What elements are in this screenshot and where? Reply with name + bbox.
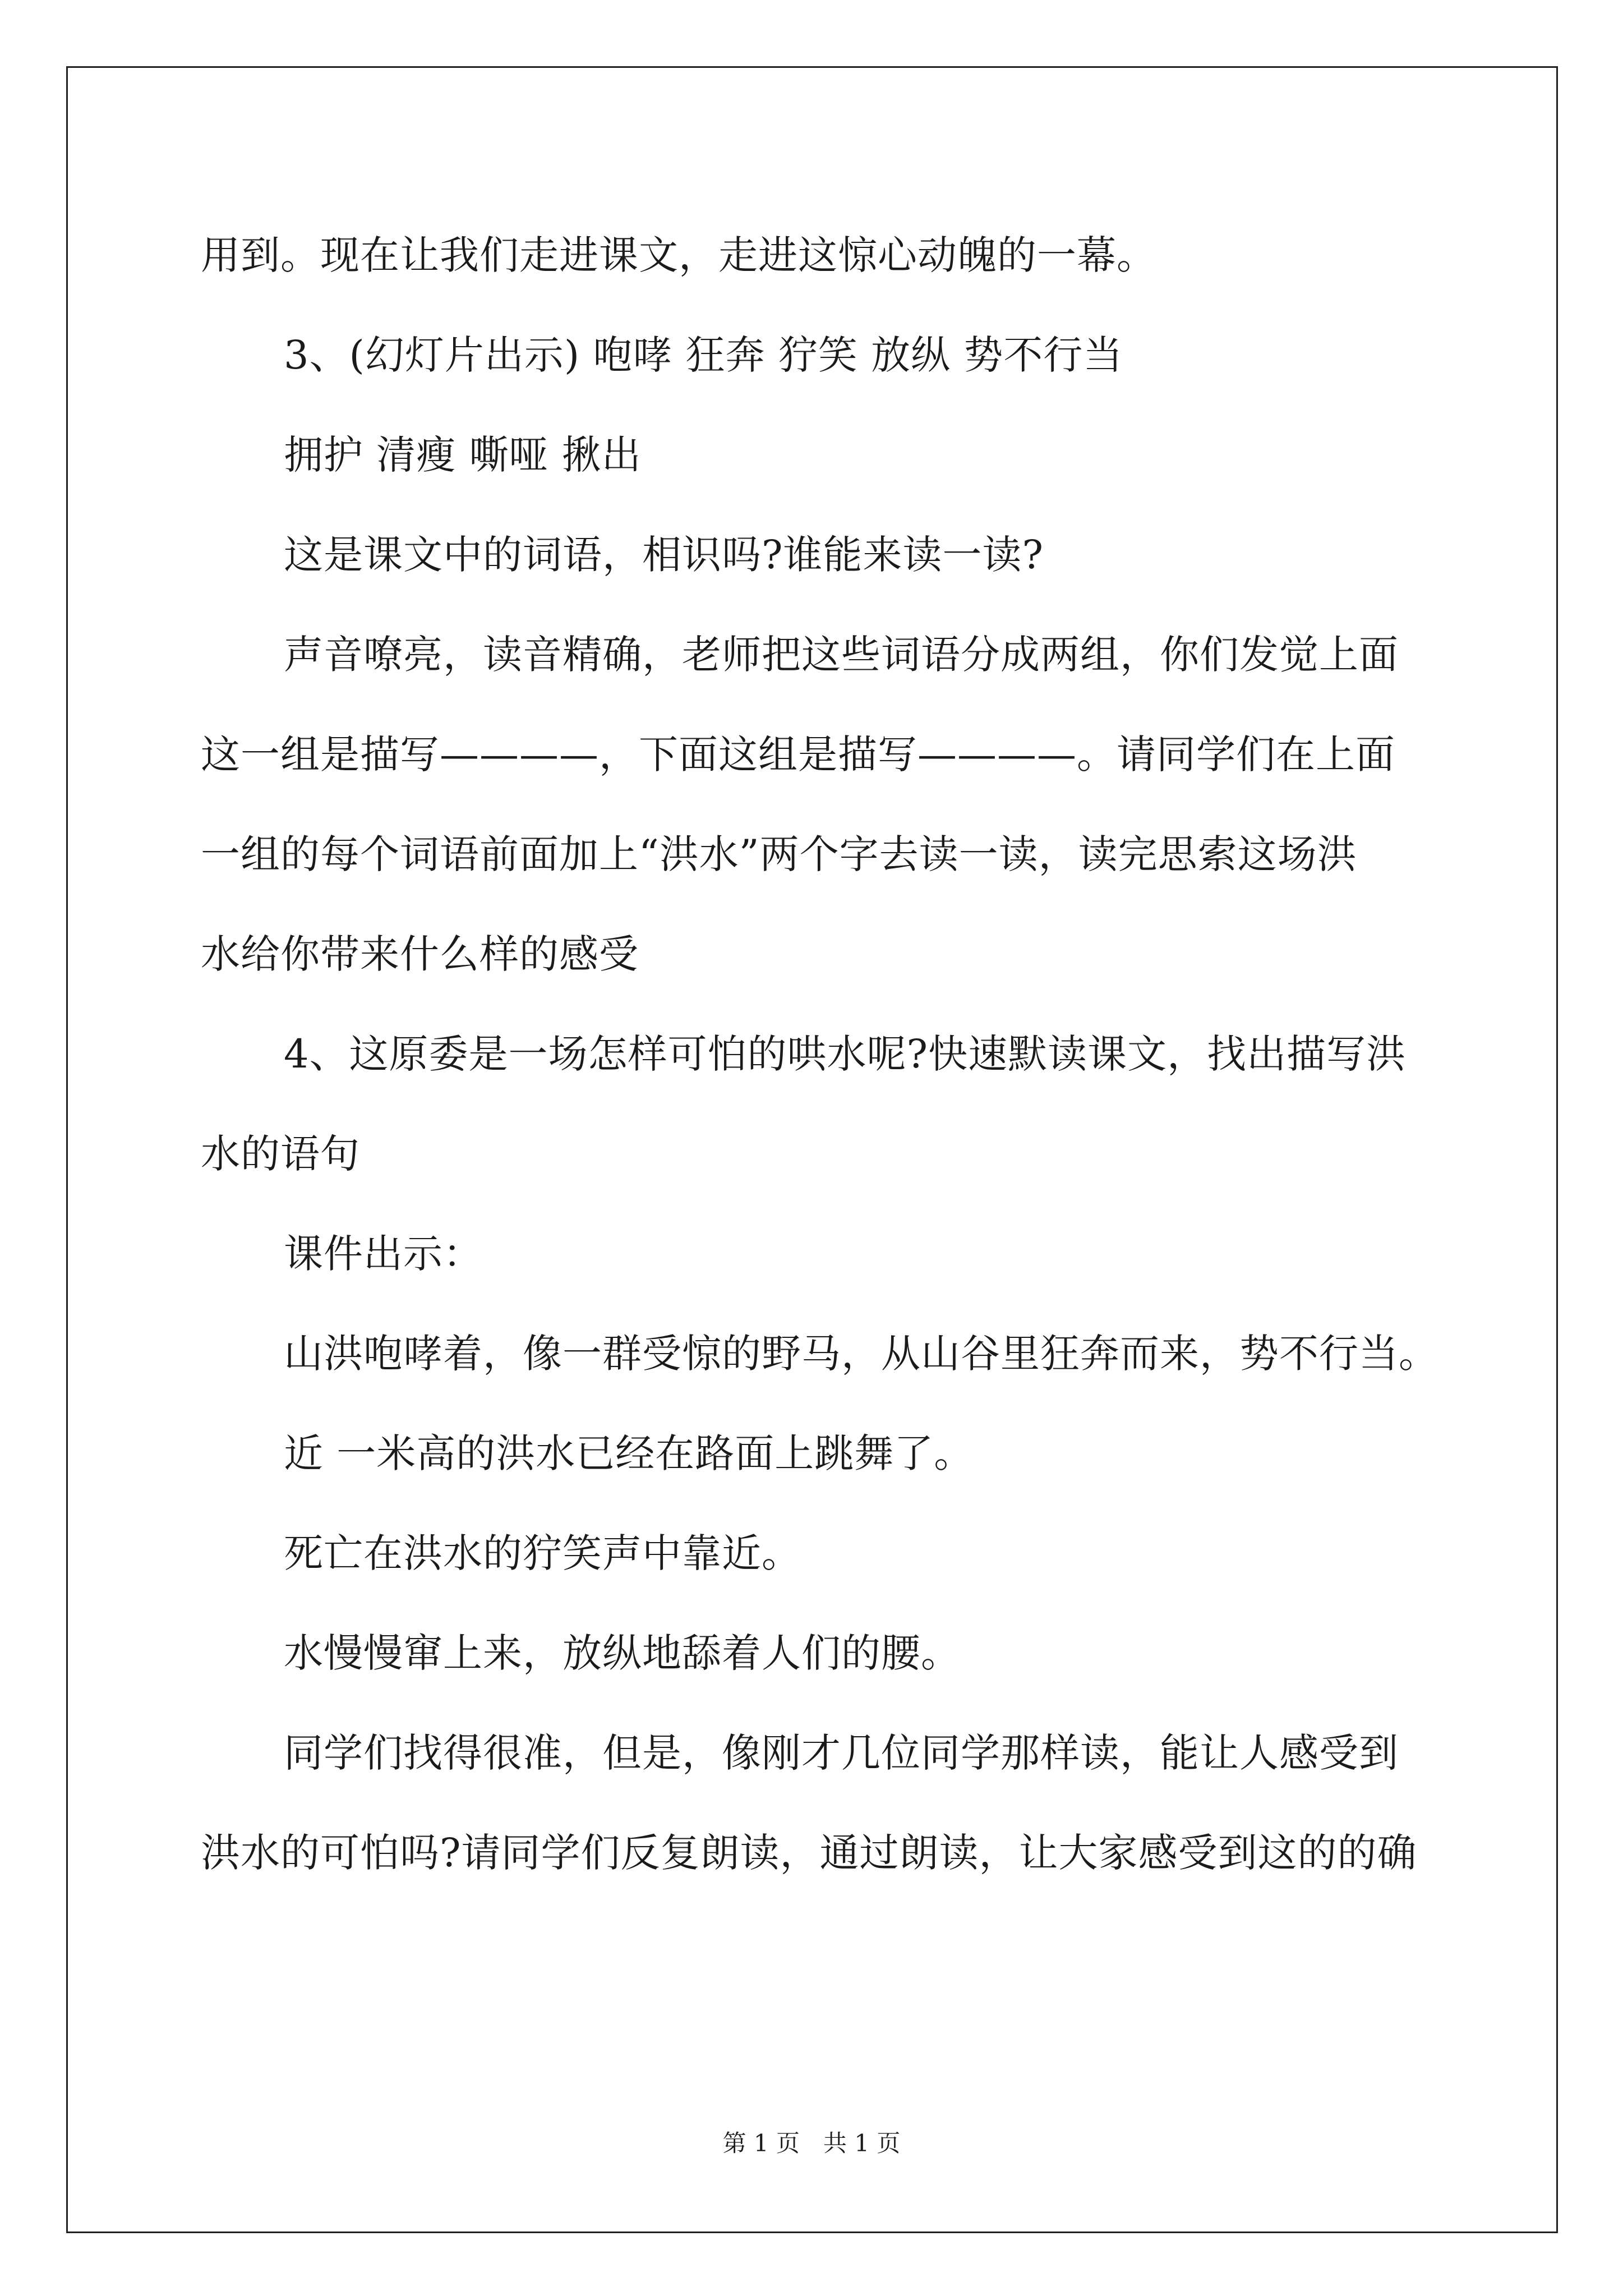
text-line: 这是课文中的词语，相识吗?谁能来读一读?: [284, 532, 1044, 578]
text-line: 近 一米高的洪水已经在路面上跳舞了。: [284, 1430, 974, 1476]
text-line: 4、这原委是一场怎样可怕的哄水呢?快速默读课文，找出描写洪: [284, 1031, 1407, 1077]
text-line: 3、(幻灯片出示) 咆哮 狂奔 狞笑 放纵 势不行当: [284, 332, 1123, 378]
page-number-footer: 第 1 页 共 1 页: [722, 2129, 901, 2157]
text-line: 死亡在洪水的狞笑声中靠近。: [284, 1530, 801, 1576]
text-line: 用到。现在让我们走进课文，走进这惊心动魄的一幕。: [201, 232, 1156, 278]
text-line: 洪水的可怕吗?请同学们反复朗读，通过朗读，让大家感受到这的的确: [201, 1830, 1417, 1876]
text-line: 拥护 清瘦 嘶哑 揪出: [284, 432, 642, 478]
text-line: 水慢慢窜上来，放纵地舔着人们的腰。: [284, 1630, 961, 1676]
text-line: 山洪咆哮着，像一群受惊的野马，从山谷里狂奔而来，势不行当。: [284, 1331, 1438, 1377]
text-line: 同学们找得很准，但是，像刚才几位同学那样读，能让人感受到: [284, 1730, 1399, 1776]
text-line: 这一组是描写————，下面这组是描写————。请同学们在上面: [201, 731, 1395, 777]
text-line: 水给你带来什么样的感受: [201, 931, 639, 977]
text-line: 声音嘹亮，读音精确，老师把这些词语分成两组，你们发觉上面: [284, 632, 1399, 678]
text-line: 水的语句: [201, 1131, 360, 1177]
text-line: 一组的每个词语前面加上“洪水”两个字去读一读，读完思索这场洪: [201, 831, 1357, 877]
text-line: 课件出示：: [284, 1231, 483, 1277]
